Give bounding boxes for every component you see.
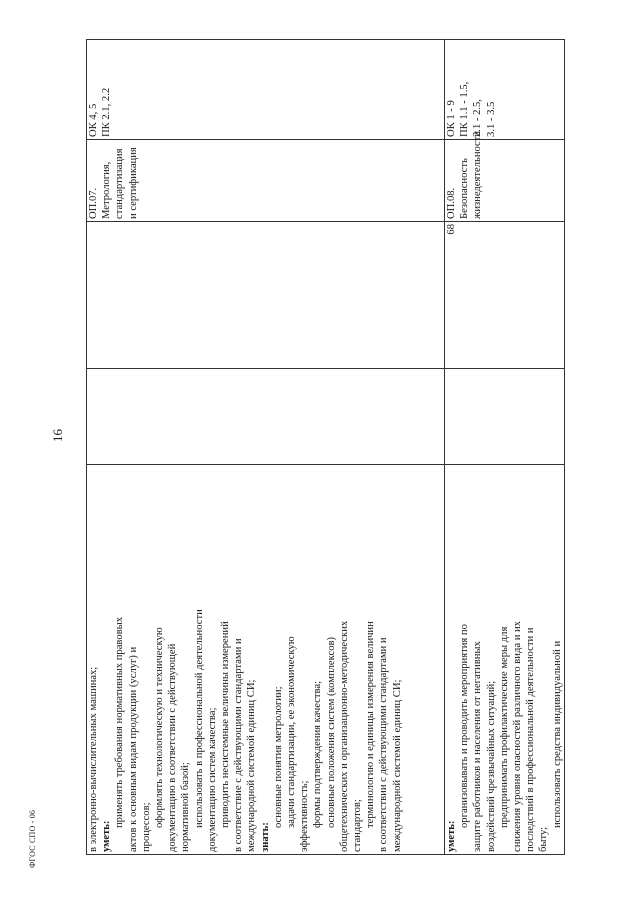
discipline-cell: ОП.08. Безопасность жизнедеятельности xyxy=(445,140,565,222)
text-line: организовывать и проводить мероприятия по xyxy=(459,624,471,828)
competencies-cell: ОК 1 - 9 ПК 1.1 - 1.5, 2.1 - 2.5, 3.1 - 3.5 xyxy=(445,40,565,140)
text-line: основные понятия метрологии; xyxy=(272,686,284,828)
curriculum-table xyxy=(86,39,565,855)
text-line: документацию систем качества; xyxy=(206,707,218,852)
hours-cell: 68 xyxy=(445,222,565,369)
text-line: общетехнических и организационно-методических xyxy=(338,620,350,852)
umet-label: уметь: xyxy=(446,820,457,852)
text-line: актов к основным видам продукции (услуг) и xyxy=(127,646,139,852)
hours-cell xyxy=(87,222,445,369)
text-line: задачи стандартизации, ее экономическую xyxy=(286,636,298,828)
text-line: стандартов; xyxy=(352,799,364,852)
footer-code: ФГОС СПО - 06 xyxy=(28,809,37,868)
text-line: в соответствии с действующими стандартами и xyxy=(378,637,390,852)
umet-list xyxy=(113,467,258,852)
text-line: оформлять технологическую и техническую xyxy=(154,627,166,828)
preline-text: в электронно-вычислительных машинах; xyxy=(88,666,99,852)
umet-list xyxy=(458,467,564,852)
text-line: снижения уровня опасностей различного вида и их xyxy=(512,621,524,852)
page-number: 16 xyxy=(50,429,65,442)
discipline-cell: ОП.07. Метрология, стандартизация и сертификация xyxy=(87,140,445,222)
text-line: терминологию и единицы измерения величин xyxy=(365,621,377,828)
znat-label: знать: xyxy=(259,822,271,852)
table-row xyxy=(445,40,565,855)
requirements-cell xyxy=(445,465,565,855)
text-line: воздействий чрезвычайных ситуаций; xyxy=(485,680,497,852)
znat-list xyxy=(272,467,404,852)
text-line: приводить несистемные величины измерений xyxy=(220,621,232,828)
empty-column-cell xyxy=(87,369,445,465)
empty-column-cell xyxy=(445,369,565,465)
table-row xyxy=(87,40,445,855)
text-line: быту; xyxy=(538,826,550,852)
text-line: защите работников и населения от негативных xyxy=(472,641,484,852)
requirements-cell xyxy=(87,465,445,855)
umet-label: уметь: xyxy=(101,820,113,852)
text-line: основные положения систем (комплексов) xyxy=(325,636,337,828)
text-line: международной системой единиц СИ; xyxy=(391,679,403,852)
text-line: эффективность; xyxy=(299,780,311,852)
text-line: использовать средства индивидуальной и xyxy=(551,640,563,828)
text-line: нормативной базой; xyxy=(180,762,192,852)
rotated-table-container xyxy=(86,40,563,855)
text-line: предпринимать профилактические меры для xyxy=(498,626,510,828)
text-line: использовать в профессиональной деятельности xyxy=(193,609,205,828)
text-line: применять требования нормативных правовых xyxy=(114,616,126,828)
competencies-cell: ОК 4, 5 ПК 2.1, 2.2 xyxy=(87,40,445,140)
text-line: в соответствие с действующими стандартами и xyxy=(233,638,245,852)
text-line: формы подтверждения качества; xyxy=(312,680,324,828)
text-line: международной системой единиц СИ; xyxy=(246,679,258,852)
text-line: процессов; xyxy=(140,802,152,852)
text-line: документацию в соответствии с действующей xyxy=(167,643,179,852)
text-line: последствий в профессиональной деятельности и xyxy=(525,627,537,852)
